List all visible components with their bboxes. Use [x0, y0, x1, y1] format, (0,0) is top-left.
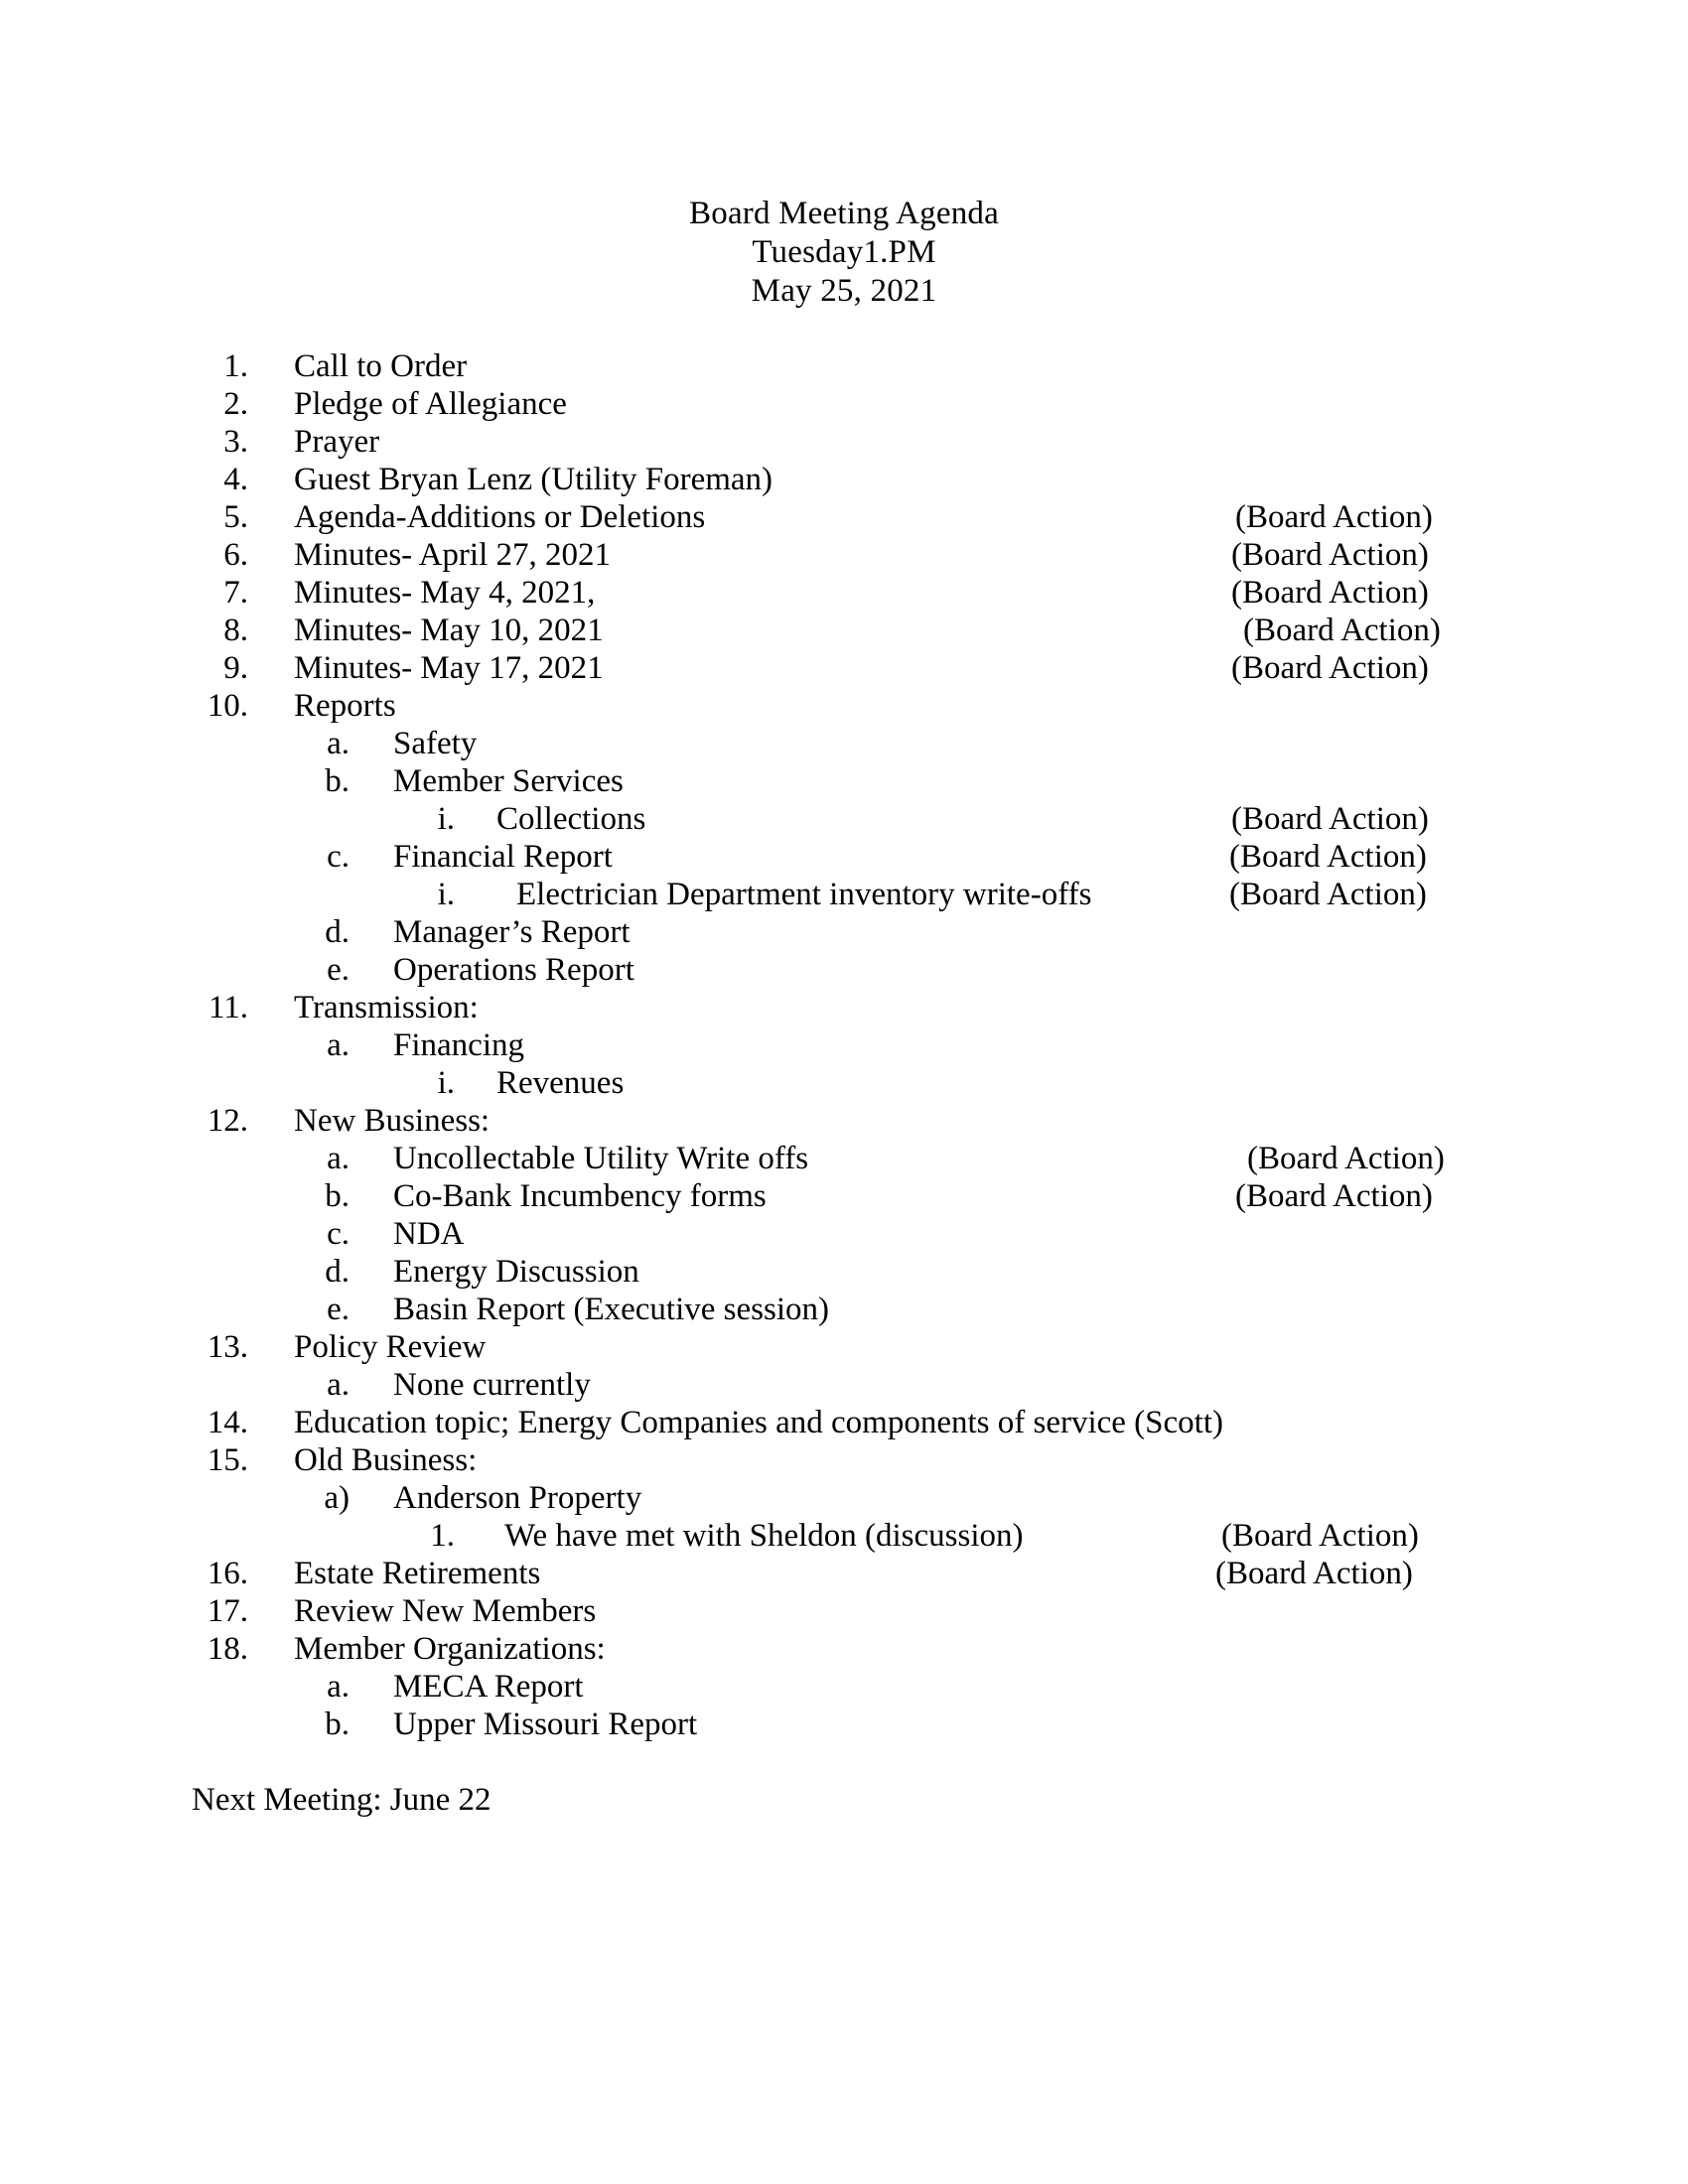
agenda-item	[0, 1177, 1688, 1215]
document-meeting-date: May 25, 2021	[751, 273, 937, 309]
document-title: Board Meeting Agenda	[689, 196, 999, 231]
agenda-item-marker: 6.	[223, 537, 248, 573]
agenda-item-marker: 14.	[207, 1405, 248, 1440]
agenda-item	[0, 1366, 1688, 1404]
agenda-item	[0, 1517, 1688, 1555]
agenda-item-label: Policy Review	[294, 1329, 487, 1365]
board-action-badge: (Board Action)	[1229, 839, 1427, 875]
agenda-item	[0, 951, 1688, 989]
agenda-item	[0, 800, 1688, 838]
agenda-item-marker: 1.	[223, 348, 248, 384]
agenda-item-marker: 18.	[207, 1631, 248, 1667]
agenda-item	[0, 1291, 1688, 1328]
agenda-item-marker: i.	[437, 801, 455, 837]
agenda-item-label: Collections	[496, 801, 646, 837]
agenda-item-marker: 11.	[208, 990, 248, 1025]
agenda-item-label: Minutes- May 17, 2021	[294, 650, 604, 686]
agenda-item	[0, 989, 1688, 1026]
agenda-list	[0, 347, 1688, 1743]
agenda-item-marker: 2.	[223, 386, 248, 422]
agenda-item	[0, 1102, 1688, 1140]
agenda-item	[0, 649, 1688, 687]
agenda-item-marker: 5.	[223, 499, 248, 535]
agenda-item	[0, 1706, 1688, 1743]
agenda-item	[0, 1592, 1688, 1630]
agenda-item-marker: a.	[327, 726, 350, 761]
agenda-item-marker: 3.	[223, 424, 248, 460]
agenda-item-marker: b.	[325, 1706, 350, 1742]
agenda-item-marker: c.	[327, 839, 350, 875]
board-action-badge: (Board Action)	[1243, 613, 1441, 648]
board-action-badge: (Board Action)	[1231, 801, 1429, 837]
agenda-item	[0, 461, 1688, 498]
agenda-item	[0, 913, 1688, 951]
agenda-item-label: We have met with Sheldon (discussion)	[504, 1518, 1024, 1554]
agenda-item-label: MECA Report	[393, 1669, 584, 1705]
agenda-item-marker: e.	[327, 1292, 350, 1327]
board-action-badge: (Board Action)	[1221, 1518, 1419, 1554]
agenda-item	[0, 1026, 1688, 1064]
agenda-item	[0, 1215, 1688, 1253]
agenda-item-marker: 16.	[207, 1556, 248, 1591]
board-action-badge: (Board Action)	[1229, 877, 1427, 912]
agenda-item	[0, 687, 1688, 725]
agenda-item-label: New Business:	[294, 1103, 491, 1139]
agenda-item	[0, 347, 1688, 385]
agenda-item-marker: 1.	[430, 1518, 455, 1554]
document-meeting-time: Tuesday1.PM	[752, 234, 936, 270]
board-action-badge: (Board Action)	[1231, 537, 1429, 573]
agenda-item-label: Financial Report	[393, 839, 613, 875]
agenda-item-marker: b.	[325, 763, 350, 799]
agenda-item-label: Reports	[294, 688, 396, 724]
agenda-item-marker: a.	[327, 1141, 350, 1176]
agenda-item-label: Minutes- April 27, 2021	[294, 537, 611, 573]
next-meeting-note: Next Meeting: June 22	[192, 1782, 492, 1818]
agenda-item	[0, 1253, 1688, 1291]
agenda-item	[0, 574, 1688, 612]
agenda-item-label: Member Services	[393, 763, 624, 799]
agenda-item	[0, 385, 1688, 423]
agenda-item-label: Minutes- May 10, 2021	[294, 613, 604, 648]
board-action-badge: (Board Action)	[1235, 499, 1433, 535]
agenda-item-label: NDA	[393, 1216, 465, 1252]
agenda-item	[0, 1140, 1688, 1177]
agenda-item-marker: c.	[327, 1216, 350, 1252]
agenda-item-marker: 13.	[207, 1329, 248, 1365]
agenda-item	[0, 1441, 1688, 1479]
agenda-item-label: Anderson Property	[393, 1480, 642, 1516]
agenda-item-marker: d.	[325, 914, 350, 950]
agenda-item-marker: a.	[327, 1669, 350, 1705]
agenda-item-marker: 17.	[207, 1593, 248, 1629]
agenda-item	[0, 536, 1688, 574]
agenda-item-label: Upper Missouri Report	[393, 1706, 698, 1742]
agenda-item-marker: 15.	[207, 1442, 248, 1478]
agenda-item	[0, 498, 1688, 536]
board-action-badge: (Board Action)	[1235, 1178, 1433, 1214]
agenda-item	[0, 1555, 1688, 1592]
agenda-item-marker: b.	[325, 1178, 350, 1214]
agenda-item-label: Co-Bank Incumbency forms	[393, 1178, 767, 1214]
document-header	[0, 195, 1688, 311]
agenda-item-label: Member Organizations:	[294, 1631, 606, 1667]
agenda-item-label: Financing	[393, 1027, 524, 1063]
agenda-item-label: None currently	[393, 1367, 591, 1403]
agenda-item-label: Estate Retirements	[294, 1556, 541, 1591]
agenda-item-label: Revenues	[496, 1065, 625, 1101]
agenda-item-label: Pledge of Allegiance	[294, 386, 567, 422]
agenda-item-marker: i.	[437, 1065, 455, 1101]
agenda-item-marker: i.	[437, 877, 455, 912]
board-action-badge: (Board Action)	[1231, 575, 1429, 611]
agenda-item-marker: e.	[327, 952, 350, 988]
agenda-item	[0, 1479, 1688, 1517]
agenda-item	[0, 612, 1688, 649]
agenda-item-marker: a.	[327, 1367, 350, 1403]
agenda-item-label: Guest Bryan Lenz (Utility Foreman)	[294, 462, 774, 497]
agenda-item	[0, 1064, 1688, 1102]
agenda-item-label: Basin Report (Executive session)	[393, 1292, 829, 1327]
agenda-item	[0, 838, 1688, 876]
agenda-item-label: Education topic; Energy Companies and components of service (Scott)	[294, 1405, 1223, 1440]
agenda-item-marker: 7.	[223, 575, 248, 611]
agenda-item-label: Agenda-Additions or Deletions	[294, 499, 706, 535]
agenda-item-label: Manager’s Report	[393, 914, 631, 950]
agenda-item	[0, 1328, 1688, 1366]
agenda-item-label: Minutes- May 4, 2021,	[294, 575, 596, 611]
agenda-item-label: Electrician Department inventory write-offs	[516, 877, 1092, 912]
board-action-badge: (Board Action)	[1231, 650, 1429, 686]
agenda-item	[0, 876, 1688, 913]
agenda-item-label: Safety	[393, 726, 478, 761]
agenda-item	[0, 725, 1688, 762]
agenda-item-label: Energy Discussion	[393, 1254, 639, 1290]
agenda-item-label: Operations Report	[393, 952, 634, 988]
agenda-item-label: Transmission:	[294, 990, 479, 1025]
agenda-item-label: Call to Order	[294, 348, 468, 384]
agenda-item-marker: 8.	[223, 613, 248, 648]
agenda-item	[0, 1668, 1688, 1706]
agenda-item-marker: a.	[327, 1027, 350, 1063]
agenda-item-marker: 4.	[223, 462, 248, 497]
agenda-item-marker: 10.	[207, 688, 248, 724]
agenda-item-marker: 12.	[207, 1103, 248, 1139]
agenda-item-label: Review New Members	[294, 1593, 597, 1629]
agenda-item-label: Prayer	[294, 424, 380, 460]
agenda-item	[0, 1404, 1688, 1441]
board-action-badge: (Board Action)	[1215, 1556, 1413, 1591]
agenda-item-marker: d.	[325, 1254, 350, 1290]
agenda-item-label: Uncollectable Utility Write offs	[393, 1141, 809, 1176]
agenda-item	[0, 762, 1688, 800]
agenda-item	[0, 423, 1688, 461]
agenda-item	[0, 1630, 1688, 1668]
agenda-item-label: Old Business:	[294, 1442, 478, 1478]
agenda-item-marker: 9.	[223, 650, 248, 686]
board-action-badge: (Board Action)	[1247, 1141, 1445, 1176]
agenda-item-marker: a)	[324, 1480, 350, 1516]
